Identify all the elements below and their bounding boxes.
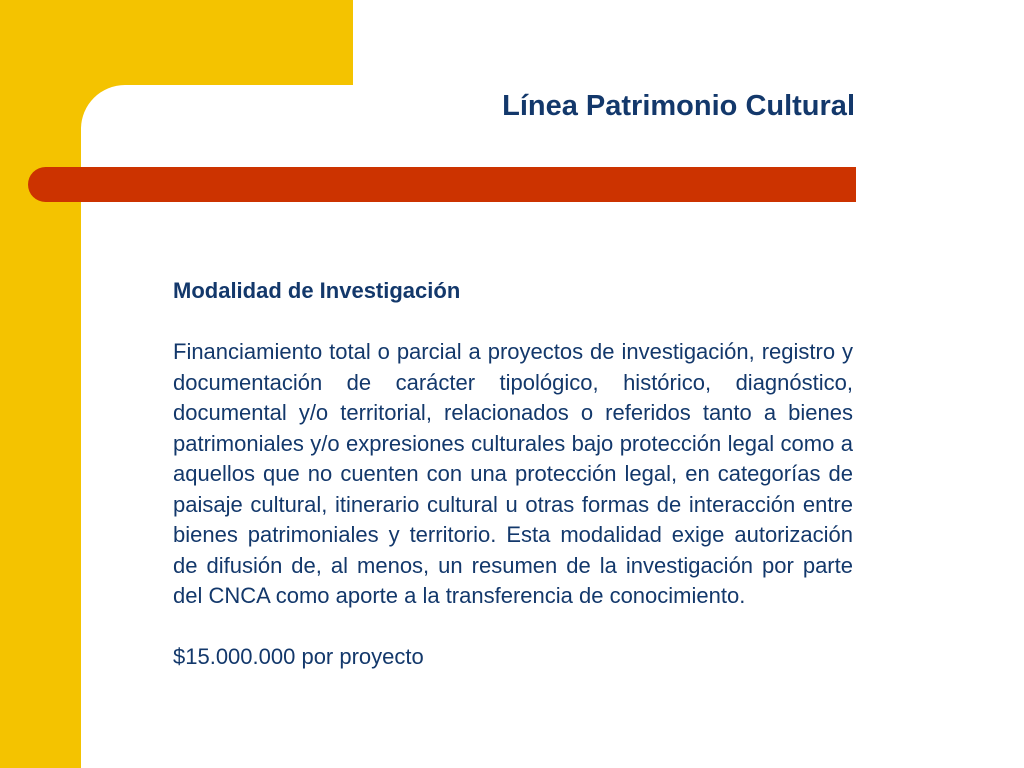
description-paragraph: Financiamiento total o parcial a proyectos de investigación, registro y documentación de carácter tipológico, histórico, diagnóstico, documental y/o territorial, relacionados o referidos tanto a bienes patrimoniales y/o expresiones culturales bajo protección legal como a aquellos que no cuenten con una protección legal, en categorías de paisaje cultural, itinerario cultural u otras formas de interacción entre bienes patrimoniales y territorio. Esta modalidad exige autorización de difusión de, al menos, un resumen de la investigación por parte del CNCA como aporte a la transferencia de conocimiento. <box>173 339 853 608</box>
red-divider-bar <box>28 167 856 202</box>
section-subtitle: Modalidad de Investigación <box>173 278 461 303</box>
content-area <box>173 276 853 672</box>
slide-title: Línea Patrimonio Cultural <box>502 90 855 122</box>
funding-amount: $15.000.000 por proyecto <box>173 643 424 669</box>
